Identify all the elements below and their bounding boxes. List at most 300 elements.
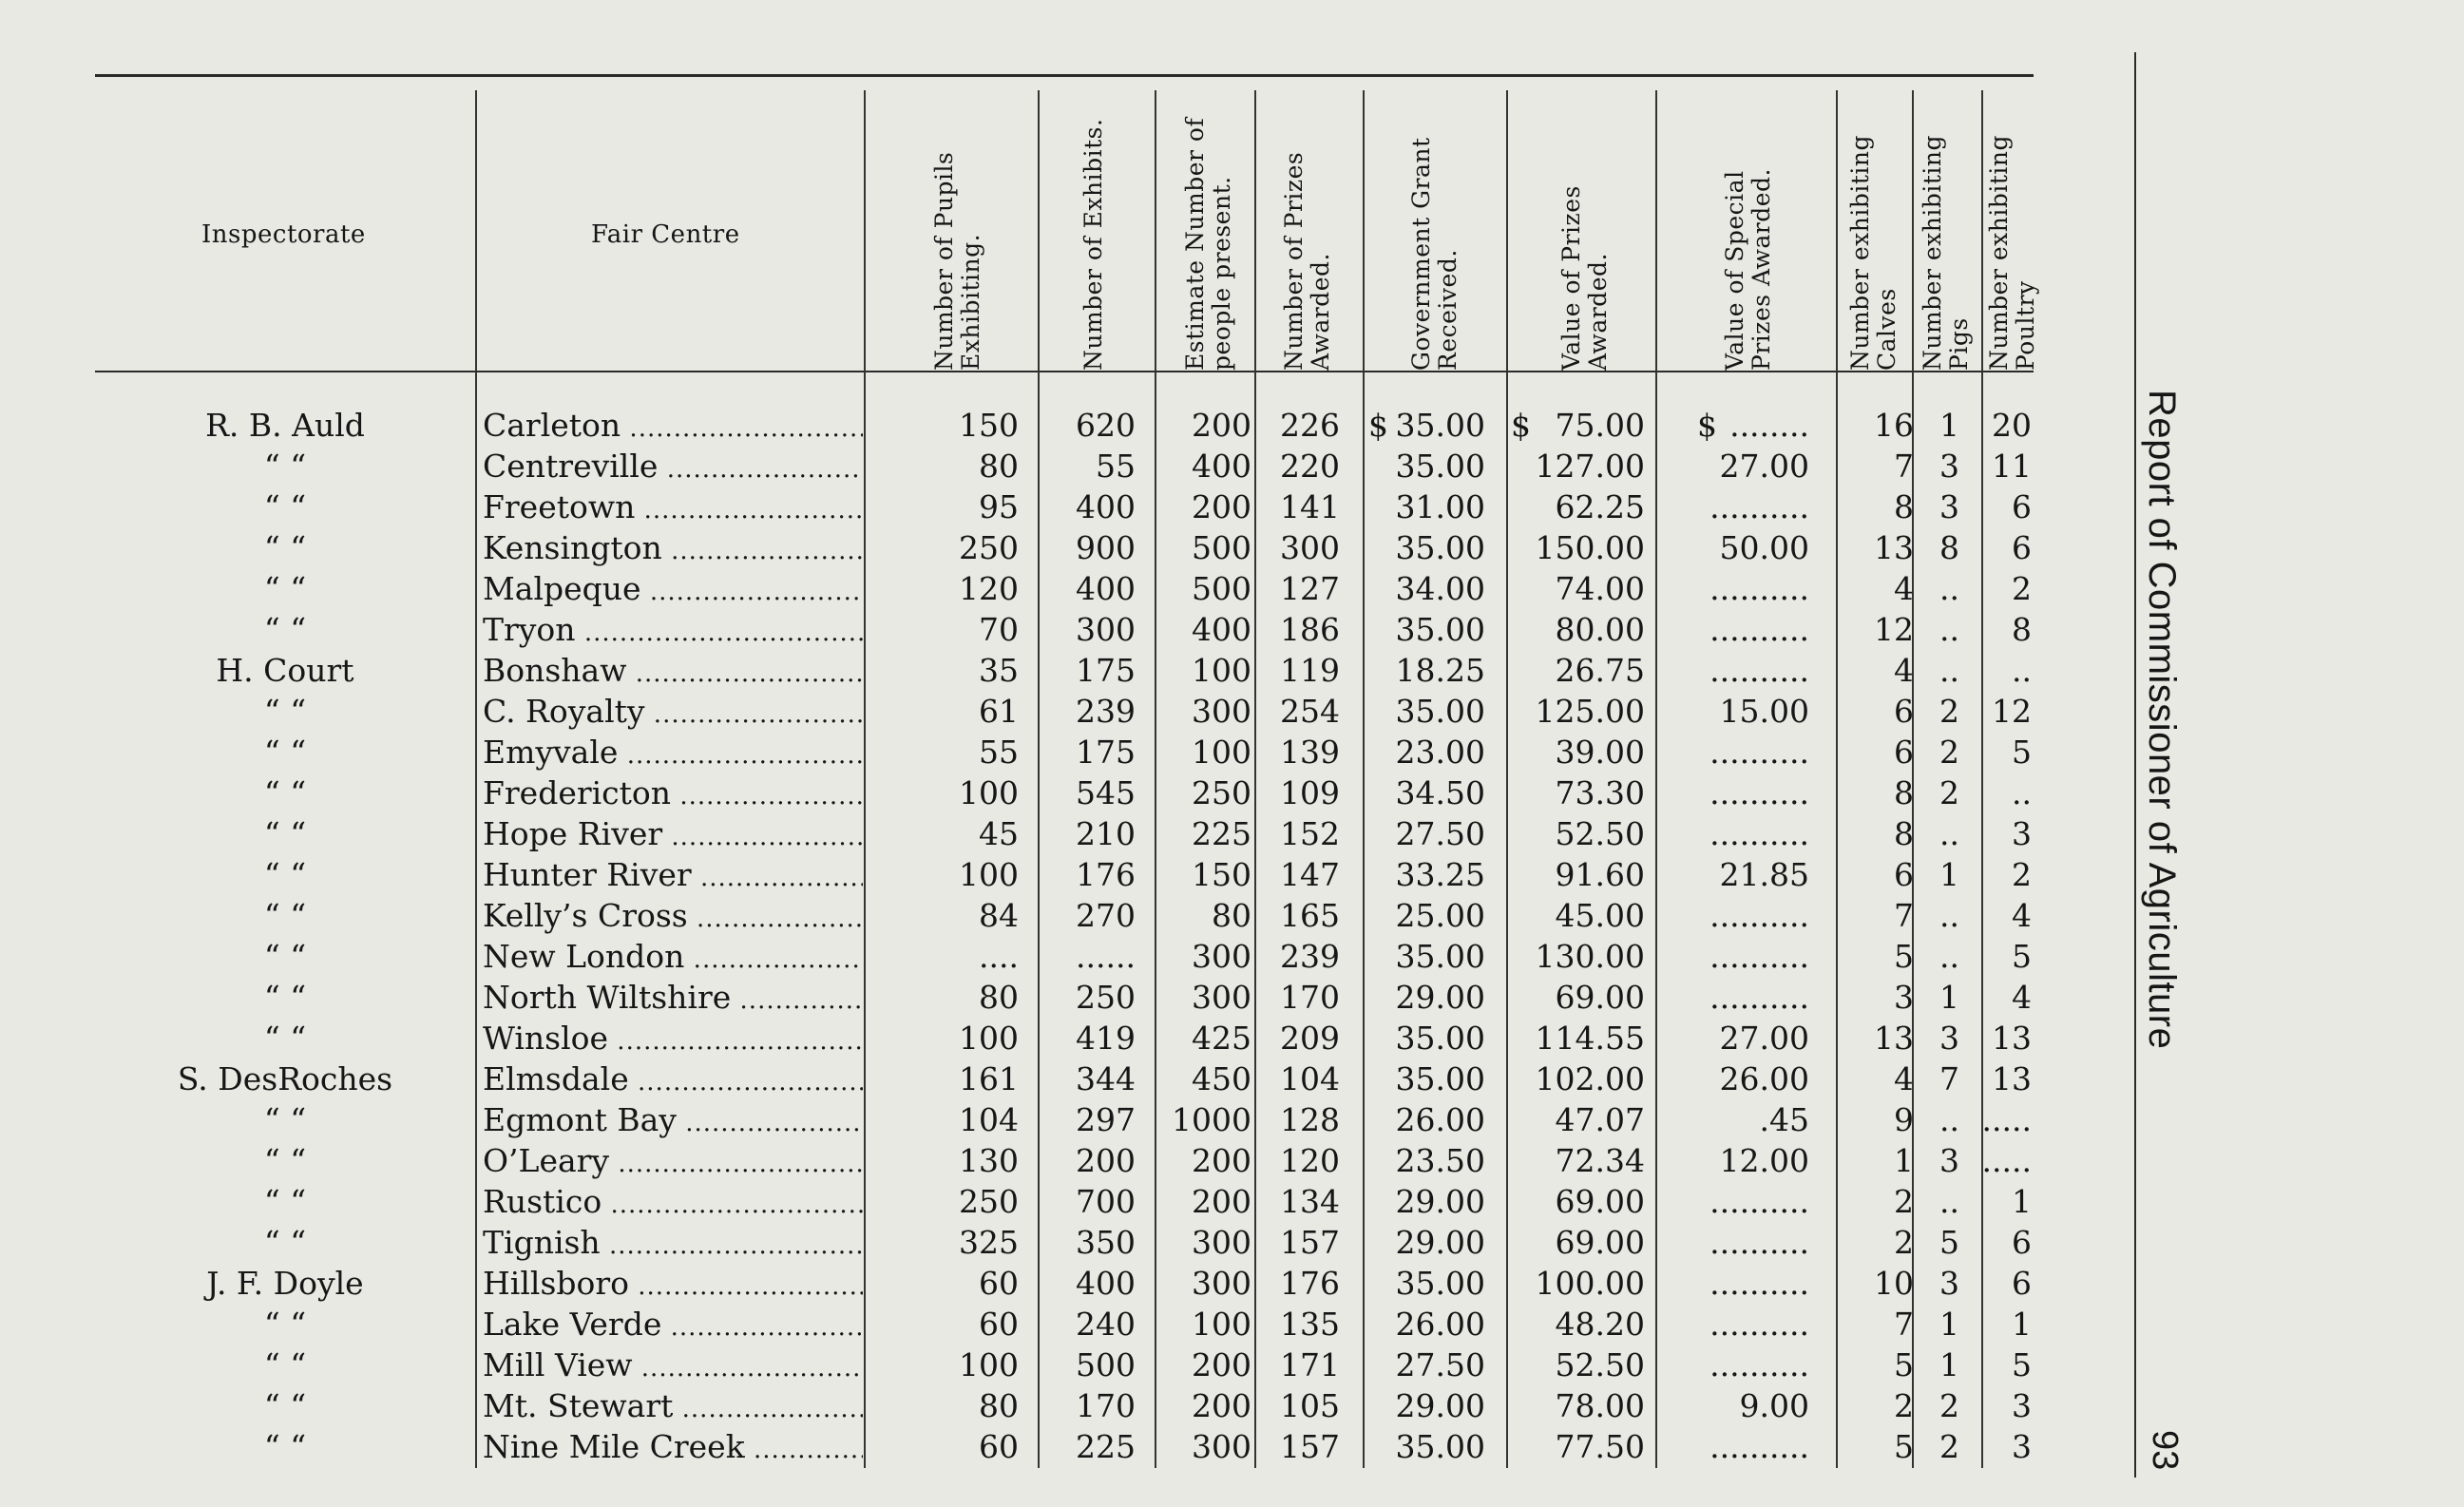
grant-cell: 29.00 <box>1395 1183 1485 1220</box>
header-pupils: Number of Pupils Exhibiting. <box>930 151 984 371</box>
value-cell: 26.75 <box>1555 652 1645 689</box>
header-calves: Number exhibiting Calves <box>1846 134 1901 371</box>
people-cell: 500 <box>1192 570 1251 607</box>
prizes-cell: 157 <box>1280 1428 1340 1465</box>
fair-centre-cell: Tignish ..... <box>483 1224 863 1261</box>
pupils-cell: 84 <box>979 897 1019 934</box>
special-cell: .......... <box>1710 1306 1809 1343</box>
poultry-cell: 12 <box>1992 693 2032 730</box>
side-title: Report of Commissioner of Agriculture <box>2141 390 2183 1050</box>
fair-centre-cell: Lake Verde ..... <box>483 1306 863 1343</box>
inspectorate-cell: “ “ <box>263 1346 307 1383</box>
special-cell: 27.00 <box>1719 1020 1809 1057</box>
header-prizes-awarded: Number of Prizes Awarded. <box>1280 151 1334 371</box>
fair-centre-cell: Mill View ..... <box>483 1346 863 1383</box>
inspectorate-cell: R. B. Auld <box>205 407 365 444</box>
table-row <box>0 1060 2464 1101</box>
table-row <box>0 815 2464 856</box>
grant-cell: 35.00 <box>1395 407 1485 444</box>
calves-cell: 8 <box>1894 815 1914 852</box>
pupils-cell: 120 <box>959 570 1019 607</box>
header-special-prizes: Value of Special Prizes Awarded. <box>1721 168 1775 371</box>
inspectorate-cell: “ “ <box>263 1142 307 1179</box>
people-cell: 400 <box>1192 448 1251 485</box>
pupils-cell: 150 <box>959 407 1019 444</box>
fair-centre-cell: North Wiltshire ..... <box>483 979 863 1016</box>
prizes-cell: 109 <box>1280 774 1340 811</box>
calves-cell: 6 <box>1894 856 1914 893</box>
pigs-cell: .. <box>1939 570 1959 607</box>
exhibits-cell: 225 <box>1076 1428 1136 1465</box>
grant-cell: 27.50 <box>1395 1346 1485 1383</box>
fair-centre-cell: Centreville ..... <box>483 448 863 485</box>
prizes-cell: 128 <box>1280 1101 1340 1138</box>
pigs-cell: 1 <box>1939 1346 1959 1383</box>
table-body <box>0 407 2464 1469</box>
table-row <box>0 1428 2464 1469</box>
calves-cell: 7 <box>1894 1306 1914 1343</box>
header-people: Estimate Number of people present. <box>1181 117 1235 371</box>
special-cell: .......... <box>1710 488 1809 525</box>
grant-cell: 35.00 <box>1395 448 1485 485</box>
value-cell: 69.00 <box>1555 1224 1645 1261</box>
prizes-cell: 239 <box>1280 938 1340 975</box>
poultry-cell: 6 <box>2012 529 2032 566</box>
inspectorate-cell: “ “ <box>263 774 307 811</box>
value-cell: 52.50 <box>1555 815 1645 852</box>
people-cell: 100 <box>1192 652 1251 689</box>
calves-cell: 2 <box>1894 1224 1914 1261</box>
exhibits-cell: ...... <box>1076 938 1136 975</box>
inspectorate-cell: “ “ <box>263 979 307 1016</box>
inspectorate-cell: “ “ <box>263 815 307 852</box>
grant-cell: 35.00 <box>1395 1428 1485 1465</box>
fair-centre-cell: Mt. Stewart ..... <box>483 1387 863 1424</box>
table-row <box>0 856 2464 897</box>
inspectorate-cell: “ “ <box>263 1183 307 1220</box>
poultry-cell: 2 <box>2012 570 2032 607</box>
people-cell: 300 <box>1192 1265 1251 1302</box>
pigs-cell: 2 <box>1939 1428 1959 1465</box>
pupils-cell: 45 <box>979 815 1019 852</box>
poultry-cell: ..... <box>1981 1101 2032 1138</box>
dollar-sign: $ <box>1511 407 1531 444</box>
inspectorate-cell: “ “ <box>263 1306 307 1343</box>
calves-cell: 1 <box>1894 1142 1914 1179</box>
table-row <box>0 979 2464 1020</box>
calves-cell: 5 <box>1894 938 1914 975</box>
fair-centre-cell: Malpeque ..... <box>483 570 863 607</box>
special-cell: .......... <box>1710 611 1809 648</box>
people-cell: 100 <box>1192 734 1251 771</box>
exhibits-cell: 250 <box>1076 979 1136 1016</box>
poultry-cell: .. <box>2012 774 2032 811</box>
table-row <box>0 611 2464 652</box>
prizes-cell: 135 <box>1280 1306 1340 1343</box>
table-row <box>0 1306 2464 1346</box>
pigs-cell: 1 <box>1939 856 1959 893</box>
table-row <box>0 693 2464 734</box>
special-cell: 15.00 <box>1719 693 1809 730</box>
fair-centre-cell: Hunter River ..... <box>483 856 863 893</box>
poultry-cell: 11 <box>1992 448 2032 485</box>
special-cell: .......... <box>1710 1265 1809 1302</box>
people-cell: 1000 <box>1172 1101 1251 1138</box>
poultry-cell: 13 <box>1992 1060 2032 1097</box>
value-cell: 74.00 <box>1555 570 1645 607</box>
pupils-cell: 250 <box>959 529 1019 566</box>
table-row <box>0 774 2464 815</box>
pigs-cell: 2 <box>1939 1387 1959 1424</box>
people-cell: 500 <box>1192 529 1251 566</box>
poultry-cell: 3 <box>2012 1387 2032 1424</box>
pupils-cell: 35 <box>979 652 1019 689</box>
value-cell: 52.50 <box>1555 1346 1645 1383</box>
inspectorate-cell: “ “ <box>263 693 307 730</box>
calves-cell: 2 <box>1894 1387 1914 1424</box>
special-cell: .......... <box>1710 938 1809 975</box>
value-cell: 125.00 <box>1535 693 1645 730</box>
people-cell: 450 <box>1192 1060 1251 1097</box>
exhibits-cell: 344 <box>1076 1060 1136 1097</box>
grant-cell: 34.50 <box>1395 774 1485 811</box>
people-cell: 80 <box>1212 897 1251 934</box>
prizes-cell: 139 <box>1280 734 1340 771</box>
value-cell: 39.00 <box>1555 734 1645 771</box>
table-row <box>0 938 2464 979</box>
exhibits-cell: 270 <box>1076 897 1136 934</box>
header-poultry: Number exhibiting Poultry <box>1985 134 2039 371</box>
calves-cell: 12 <box>1874 611 1914 648</box>
grant-cell: 33.25 <box>1395 856 1485 893</box>
value-cell: 102.00 <box>1535 1060 1645 1097</box>
fair-centre-cell: Hope River ..... <box>483 815 863 852</box>
exhibits-cell: 55 <box>1096 448 1136 485</box>
pupils-cell: 55 <box>979 734 1019 771</box>
grant-cell: 18.25 <box>1395 652 1485 689</box>
inspectorate-cell: H. Court <box>216 652 354 689</box>
exhibits-cell: 900 <box>1076 529 1136 566</box>
exhibits-cell: 400 <box>1076 1265 1136 1302</box>
header-pigs: Number exhibiting Pigs <box>1919 134 1973 371</box>
table-row <box>0 448 2464 488</box>
people-cell: 300 <box>1192 1428 1251 1465</box>
prizes-cell: 104 <box>1280 1060 1340 1097</box>
grant-cell: 35.00 <box>1395 693 1485 730</box>
value-cell: 91.60 <box>1555 856 1645 893</box>
exhibits-cell: 620 <box>1076 407 1136 444</box>
prizes-cell: 176 <box>1280 1265 1340 1302</box>
poultry-cell: 1 <box>2012 1183 2032 1220</box>
inspectorate-cell: “ “ <box>263 611 307 648</box>
pupils-cell: 161 <box>959 1060 1019 1097</box>
special-cell: ........ <box>1729 407 1809 444</box>
value-cell: 75.00 <box>1555 407 1645 444</box>
exhibits-cell: 297 <box>1076 1101 1136 1138</box>
poultry-cell: 6 <box>2012 1265 2032 1302</box>
value-cell: 72.34 <box>1555 1142 1645 1179</box>
poultry-cell: 1 <box>2012 1306 2032 1343</box>
calves-cell: 13 <box>1874 1020 1914 1057</box>
pupils-cell: .... <box>979 938 1019 975</box>
people-cell: 200 <box>1192 407 1251 444</box>
table-row <box>0 529 2464 570</box>
prizes-cell: 105 <box>1280 1387 1340 1424</box>
fair-centre-cell: Hillsboro ..... <box>483 1265 863 1302</box>
prizes-cell: 152 <box>1280 815 1340 852</box>
calves-cell: 6 <box>1894 734 1914 771</box>
special-cell: .......... <box>1710 1346 1809 1383</box>
prizes-cell: 220 <box>1280 448 1340 485</box>
pigs-cell: .. <box>1939 652 1959 689</box>
special-cell: 50.00 <box>1719 529 1809 566</box>
pupils-cell: 130 <box>959 1142 1019 1179</box>
poultry-cell: 5 <box>2012 734 2032 771</box>
fair-centre-cell: Egmont Bay ..... <box>483 1101 863 1138</box>
grant-cell: 35.00 <box>1395 938 1485 975</box>
inspectorate-cell: “ “ <box>263 1428 307 1465</box>
grant-cell: 27.50 <box>1395 815 1485 852</box>
fair-centre-cell: Kensington ..... <box>483 529 863 566</box>
inspectorate-cell: “ “ <box>263 1020 307 1057</box>
pigs-cell: 7 <box>1939 1060 1959 1097</box>
calves-cell: 10 <box>1874 1265 1914 1302</box>
value-cell: 77.50 <box>1555 1428 1645 1465</box>
calves-cell: 4 <box>1894 570 1914 607</box>
value-cell: 69.00 <box>1555 1183 1645 1220</box>
special-cell: .......... <box>1710 774 1809 811</box>
calves-cell: 8 <box>1894 488 1914 525</box>
grant-cell: 26.00 <box>1395 1101 1485 1138</box>
special-cell: .......... <box>1710 1183 1809 1220</box>
prizes-cell: 165 <box>1280 897 1340 934</box>
exhibits-cell: 545 <box>1076 774 1136 811</box>
header-grant: Government Grant Received. <box>1407 137 1461 371</box>
pupils-cell: 80 <box>979 448 1019 485</box>
fair-centre-cell: Fredericton ..... <box>483 774 863 811</box>
inspectorate-cell: “ “ <box>263 734 307 771</box>
calves-cell: 7 <box>1894 448 1914 485</box>
exhibits-cell: 175 <box>1076 734 1136 771</box>
exhibits-cell: 500 <box>1076 1346 1136 1383</box>
people-cell: 225 <box>1192 815 1251 852</box>
grant-cell: 31.00 <box>1395 488 1485 525</box>
people-cell: 300 <box>1192 938 1251 975</box>
special-cell: .......... <box>1710 734 1809 771</box>
calves-cell: 8 <box>1894 774 1914 811</box>
exhibits-cell: 419 <box>1076 1020 1136 1057</box>
calves-cell: 3 <box>1894 979 1914 1016</box>
table-row <box>0 1224 2464 1265</box>
fair-centre-cell: New London ..... <box>483 938 863 975</box>
prizes-cell: 186 <box>1280 611 1340 648</box>
header-bottom-rule <box>95 371 2034 372</box>
pigs-cell: .. <box>1939 1101 1959 1138</box>
calves-cell: 5 <box>1894 1346 1914 1383</box>
calves-cell: 5 <box>1894 1428 1914 1465</box>
calves-cell: 7 <box>1894 897 1914 934</box>
poultry-cell: 13 <box>1992 1020 2032 1057</box>
exhibits-cell: 200 <box>1076 1142 1136 1179</box>
grant-cell: 29.00 <box>1395 979 1485 1016</box>
special-cell: .......... <box>1710 815 1809 852</box>
pupils-cell: 95 <box>979 488 1019 525</box>
poultry-cell: 4 <box>2012 979 2032 1016</box>
pigs-cell: 3 <box>1939 1265 1959 1302</box>
poultry-cell: 20 <box>1992 407 2032 444</box>
value-cell: 130.00 <box>1535 938 1645 975</box>
people-cell: 100 <box>1192 1306 1251 1343</box>
header-exhibits: Number of Exhibits. <box>1079 118 1107 371</box>
value-cell: 69.00 <box>1555 979 1645 1016</box>
header-inspectorate: Inspectorate <box>201 220 366 249</box>
pigs-cell: 1 <box>1939 979 1959 1016</box>
pigs-cell: 5 <box>1939 1224 1959 1261</box>
pigs-cell: 3 <box>1939 488 1959 525</box>
inspectorate-cell: “ “ <box>263 1224 307 1261</box>
pupils-cell: 250 <box>959 1183 1019 1220</box>
inspectorate-cell: S. DesRoches <box>177 1060 393 1097</box>
pigs-cell: 8 <box>1939 529 1959 566</box>
people-cell: 200 <box>1192 1183 1251 1220</box>
grant-cell: 35.00 <box>1395 1265 1485 1302</box>
prizes-cell: 170 <box>1280 979 1340 1016</box>
grant-cell: 29.00 <box>1395 1224 1485 1261</box>
exhibits-cell: 350 <box>1076 1224 1136 1261</box>
poultry-cell: 3 <box>2012 1428 2032 1465</box>
prizes-cell: 147 <box>1280 856 1340 893</box>
pigs-cell: 1 <box>1939 1306 1959 1343</box>
pupils-cell: 60 <box>979 1428 1019 1465</box>
table-row <box>0 1346 2464 1387</box>
people-cell: 250 <box>1192 774 1251 811</box>
pigs-cell: .. <box>1939 897 1959 934</box>
pigs-cell: .. <box>1939 1183 1959 1220</box>
inspectorate-cell: “ “ <box>263 1101 307 1138</box>
calves-cell: 6 <box>1894 693 1914 730</box>
pigs-cell: .. <box>1939 611 1959 648</box>
exhibits-cell: 170 <box>1076 1387 1136 1424</box>
pupils-cell: 80 <box>979 1387 1019 1424</box>
value-cell: 62.25 <box>1555 488 1645 525</box>
value-cell: 150.00 <box>1535 529 1645 566</box>
table-row <box>0 734 2464 774</box>
inspectorate-cell: “ “ <box>263 856 307 893</box>
fair-centre-cell: Bonshaw ..... <box>483 652 863 689</box>
fair-centre-cell: O’Leary ..... <box>483 1142 863 1179</box>
people-cell: 200 <box>1192 1346 1251 1383</box>
poultry-cell: ..... <box>1981 1142 2032 1179</box>
calves-cell: 13 <box>1874 529 1914 566</box>
value-cell: 114.55 <box>1535 1020 1645 1057</box>
exhibits-cell: 400 <box>1076 570 1136 607</box>
poultry-cell: 3 <box>2012 815 2032 852</box>
calves-cell: 16 <box>1874 407 1914 444</box>
poultry-cell: 6 <box>2012 488 2032 525</box>
value-cell: 100.00 <box>1535 1265 1645 1302</box>
people-cell: 200 <box>1192 1387 1251 1424</box>
grant-cell: 23.50 <box>1395 1142 1485 1179</box>
prizes-cell: 141 <box>1280 488 1340 525</box>
prizes-cell: 134 <box>1280 1183 1340 1220</box>
pigs-cell: 1 <box>1939 407 1959 444</box>
page-number: 93 <box>2145 1430 2185 1471</box>
pupils-cell: 100 <box>959 774 1019 811</box>
table-row <box>0 1101 2464 1142</box>
grant-cell: 34.00 <box>1395 570 1485 607</box>
poultry-cell: 5 <box>2012 1346 2032 1383</box>
special-cell: .......... <box>1710 897 1809 934</box>
special-cell: .......... <box>1710 1224 1809 1261</box>
grant-cell: 26.00 <box>1395 1306 1485 1343</box>
exhibits-cell: 210 <box>1076 815 1136 852</box>
pupils-cell: 325 <box>959 1224 1019 1261</box>
people-cell: 150 <box>1192 856 1251 893</box>
pigs-cell: 3 <box>1939 1020 1959 1057</box>
prizes-cell: 254 <box>1280 693 1340 730</box>
prizes-cell: 127 <box>1280 570 1340 607</box>
dollar-sign: $ <box>1368 407 1388 444</box>
exhibits-cell: 700 <box>1076 1183 1136 1220</box>
table-row <box>0 570 2464 611</box>
pupils-cell: 100 <box>959 856 1019 893</box>
top-rule <box>95 74 2034 77</box>
exhibits-cell: 239 <box>1076 693 1136 730</box>
table-row <box>0 1183 2464 1224</box>
table-row <box>0 1020 2464 1060</box>
header-fair-centre: Fair Centre <box>591 220 740 249</box>
value-cell: 73.30 <box>1555 774 1645 811</box>
inspectorate-cell: “ “ <box>263 1387 307 1424</box>
grant-cell: 35.00 <box>1395 1020 1485 1057</box>
value-cell: 78.00 <box>1555 1387 1645 1424</box>
people-cell: 200 <box>1192 488 1251 525</box>
inspectorate-cell: “ “ <box>263 488 307 525</box>
special-cell: .45 <box>1759 1101 1809 1138</box>
fair-centre-cell: Kelly’s Cross ..... <box>483 897 863 934</box>
grant-cell: 35.00 <box>1395 611 1485 648</box>
prizes-cell: 226 <box>1280 407 1340 444</box>
fair-centre-cell: Tryon ..... <box>483 611 863 648</box>
table-row <box>0 1142 2464 1183</box>
poultry-cell: 4 <box>2012 897 2032 934</box>
special-cell: 9.00 <box>1739 1387 1809 1424</box>
special-cell: .......... <box>1710 1428 1809 1465</box>
pupils-cell: 61 <box>979 693 1019 730</box>
special-cell: 21.85 <box>1719 856 1809 893</box>
value-cell: 47.07 <box>1555 1101 1645 1138</box>
prizes-cell: 120 <box>1280 1142 1340 1179</box>
fair-centre-cell: Nine Mile Creek ..... <box>483 1428 863 1465</box>
pigs-cell: 3 <box>1939 1142 1959 1179</box>
pupils-cell: 60 <box>979 1306 1019 1343</box>
prizes-cell: 157 <box>1280 1224 1340 1261</box>
fair-centre-cell: Winsloe ..... <box>483 1020 863 1057</box>
pigs-cell: 3 <box>1939 448 1959 485</box>
people-cell: 300 <box>1192 1224 1251 1261</box>
poultry-cell: 2 <box>2012 856 2032 893</box>
special-cell: 12.00 <box>1719 1142 1809 1179</box>
pupils-cell: 100 <box>959 1346 1019 1383</box>
exhibits-cell: 400 <box>1076 488 1136 525</box>
dollar-sign: $ <box>1697 407 1717 444</box>
calves-cell: 2 <box>1894 1183 1914 1220</box>
special-cell: .......... <box>1710 570 1809 607</box>
table-row <box>0 652 2464 693</box>
value-cell: 48.20 <box>1555 1306 1645 1343</box>
table-row <box>0 897 2464 938</box>
inspectorate-cell: “ “ <box>263 570 307 607</box>
